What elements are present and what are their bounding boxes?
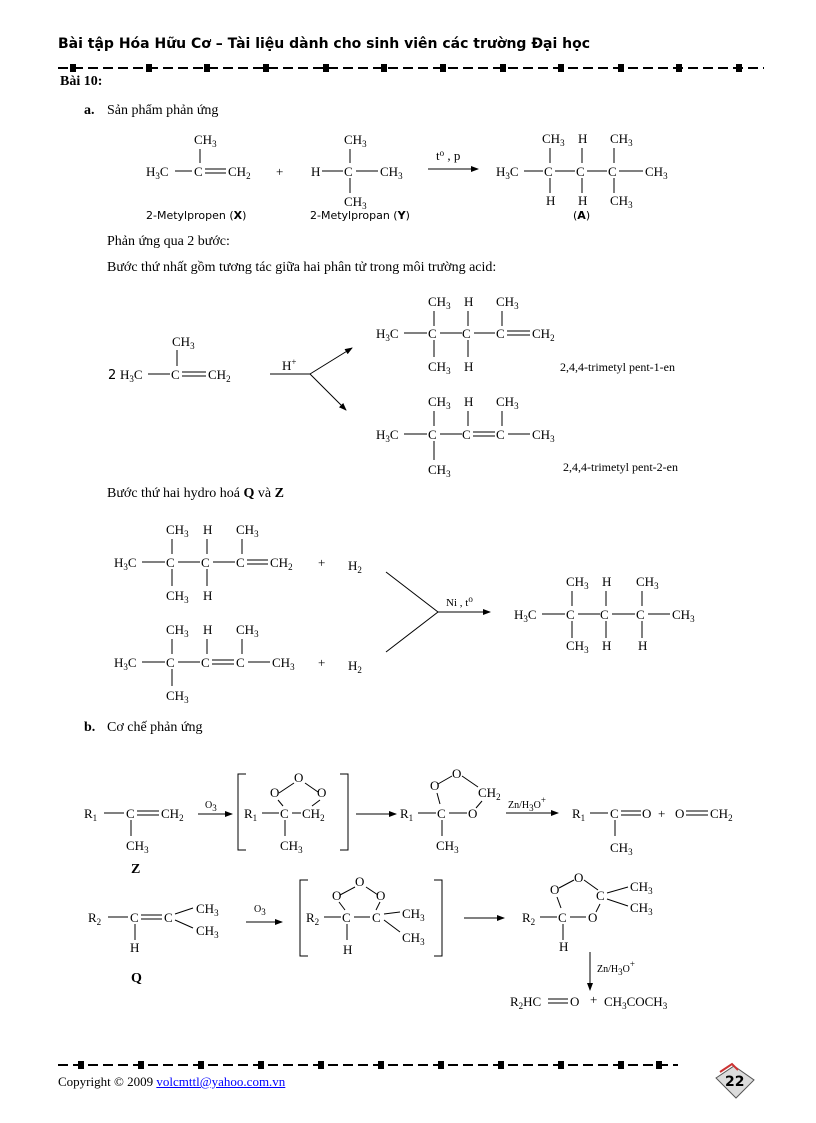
svg-text:CH3: $CH_3$ [402, 906, 425, 923]
svg-text:CH3: $CH_3$ [610, 193, 633, 210]
svg-text:CH3: $CH_3$ [402, 930, 425, 947]
svg-text:+: + [658, 806, 666, 821]
svg-text:H3C: $H_3C$ [376, 427, 399, 444]
svg-text:CH2: $CH_2$ [710, 806, 733, 823]
structure-2-metylpropen-x [146, 132, 283, 181]
part-a-marker: a. [84, 103, 95, 118]
svg-text:C: C [201, 555, 210, 570]
svg-text:H: H [559, 939, 569, 954]
svg-text:O: O [675, 806, 685, 821]
svg-text:H: H [464, 359, 474, 374]
svg-text:O: O [317, 785, 327, 800]
svg-text:CH3: $CH_3$ [428, 359, 451, 376]
structure-2-metylpropan-y [311, 132, 403, 211]
line-step2: Bước thứ hai hydro hoá Q và Z [107, 486, 284, 501]
svg-text:CH3: $CH_3$ [272, 655, 295, 672]
svg-text:R2HC: $R_2HC$ [510, 994, 542, 1011]
part-b-marker: b. [84, 720, 96, 735]
svg-text:O: O [588, 910, 598, 925]
svg-text:C: C [342, 910, 351, 925]
svg-text:H: H [546, 193, 556, 208]
svg-text:H: H [203, 588, 213, 603]
part-b-heading: Cơ chế phản ứng [107, 720, 203, 735]
svg-text:CH3: $CH_3$ [496, 294, 519, 311]
svg-text:O: O [574, 870, 584, 885]
structure-q-hydrogenation [114, 622, 362, 705]
svg-text:CH3: $CH_3$ [166, 688, 189, 705]
svg-text:H3C: $H_3C$ [376, 326, 399, 343]
svg-text:CH3: $CH_3$ [566, 574, 589, 591]
svg-text:C: C [596, 888, 605, 903]
svg-text:H3C: $H_3C$ [496, 164, 519, 181]
svg-text:CH2: $CH_2$ [270, 555, 293, 572]
svg-text:C: C [130, 910, 139, 925]
svg-text:CH3: $CH_3$ [344, 194, 367, 211]
svg-text:H3C: $H_3C$ [114, 655, 137, 672]
svg-text:C: C [428, 427, 437, 442]
svg-text:CH2: $CH_2$ [161, 806, 184, 823]
svg-text:CH2: $CH_2$ [208, 367, 231, 384]
svg-text:C: C [576, 164, 585, 179]
svg-text:O: O [642, 806, 652, 821]
structure-product2 [376, 394, 555, 479]
svg-text:R2: $R_2$ [522, 910, 536, 927]
svg-text:H: H [464, 294, 474, 309]
svg-text:O: O [550, 882, 560, 897]
svg-text:H: H [602, 638, 612, 653]
line-step1: Bước thứ nhất gồm tương tác giữa hai phân tử trong môi trường acid: [107, 260, 497, 275]
svg-text:C: C [462, 326, 471, 341]
svg-text:H: H [578, 131, 588, 146]
svg-text:+: + [318, 655, 326, 670]
structure-ozonide-z [400, 766, 501, 855]
svg-text:CH3: $CH_3$ [610, 840, 633, 857]
page-number-badge [712, 1062, 756, 1102]
svg-text:H: H [578, 193, 588, 208]
svg-text:C: C [236, 555, 245, 570]
label-x: 2-Metylpropen (X) [146, 209, 247, 222]
svg-text:C: C [126, 806, 135, 821]
svg-text:Ni , to: Ni , $t^o$ [446, 594, 473, 609]
svg-text:CH3: $CH_3$ [428, 394, 451, 411]
structure-product1 [376, 294, 555, 376]
svg-text:C: C [280, 806, 289, 821]
svg-text:C: C [372, 910, 381, 925]
svg-text:H: H [203, 622, 213, 637]
svg-text:CH3: $CH_3$ [380, 164, 403, 181]
svg-text:C: C [164, 910, 173, 925]
footer-email-link[interactable]: volcmttl@yahoo.com.vn [156, 1074, 286, 1089]
svg-text:O: O [270, 785, 280, 800]
svg-text:C: C [236, 655, 245, 670]
svg-text:CH2: $CH_2$ [302, 806, 325, 823]
svg-text:C: C [544, 164, 553, 179]
svg-text:C: C [608, 164, 617, 179]
svg-text:CH3: $CH_3$ [496, 394, 519, 411]
footer-copyright: Copyright © 2009 volcmttl@yahoo.com.vn [58, 1074, 286, 1089]
svg-text:CH3: $CH_3$ [532, 427, 555, 444]
svg-text:C: C [166, 555, 175, 570]
svg-text:H3C: $H_3C$ [146, 164, 169, 181]
svg-text:C: C [636, 607, 645, 622]
line-two-steps: Phản ứng qua 2 bước: [107, 234, 230, 249]
svg-text:CH3: $CH_3$ [566, 638, 589, 655]
svg-text:R2: $R_2$ [306, 910, 320, 927]
svg-text:R1: $R_1$ [244, 806, 258, 823]
svg-text:R2: $R_2$ [88, 910, 102, 927]
product2-name: 2,4,4-trimetyl pent-2-en [563, 460, 678, 474]
svg-text:CH3: $CH_3$ [436, 838, 459, 855]
svg-text:O: O [570, 994, 580, 1009]
svg-text:O: O [430, 778, 440, 793]
structure-q-ozonolysis [88, 901, 219, 955]
structure-molozonide-z [244, 770, 326, 855]
svg-text:CH3: $CH_3$ [344, 132, 367, 149]
structure-z-hydrogenation [114, 522, 362, 605]
svg-text:H2: $H_2$ [348, 658, 362, 675]
svg-text:O: O [355, 874, 365, 889]
svg-text:CH3: $CH_3$ [672, 607, 695, 624]
svg-text:R1: $R_1$ [84, 806, 98, 823]
svg-text:CH3: $CH_3$ [196, 923, 219, 940]
exercise-title: Bài 10: [60, 74, 103, 89]
svg-text:CH3: $CH_3$ [166, 522, 189, 539]
svg-text:H: H [203, 522, 213, 537]
svg-text:C: C [558, 910, 567, 925]
page-header-title: Bài tập Hóa Hữu Cơ – Tài liệu dành cho sinh viên các trường Đại học [58, 36, 591, 52]
svg-text:C: C [566, 607, 575, 622]
svg-text:Zn/H3O+: Zn/H3O+ [508, 795, 546, 813]
svg-text:C: C [344, 164, 353, 179]
svg-text:CH3: $CH_3$ [166, 622, 189, 639]
svg-text:H3C: $H_3C$ [114, 555, 137, 572]
svg-text:CH3: $CH_3$ [610, 131, 633, 148]
label-q: Q [131, 971, 142, 986]
structure-ozonide-q [522, 870, 653, 954]
svg-text:CH3: $CH_3$ [636, 574, 659, 591]
svg-text:CH3: $CH_3$ [126, 838, 149, 855]
svg-text:C: C [166, 655, 175, 670]
svg-text:H: H [343, 942, 353, 957]
svg-text:CH3: $CH_3$ [196, 901, 219, 918]
svg-text:+: + [276, 164, 284, 179]
svg-text:CH3COCH3: $CH_3COCH_3$ [604, 994, 668, 1011]
svg-text:H+: H+ [282, 357, 297, 373]
svg-text:C: C [600, 607, 609, 622]
product1-name: 2,4,4-trimetyl pent-1-en [560, 360, 675, 374]
svg-text:C: C [496, 427, 505, 442]
svg-text:C: C [462, 427, 471, 442]
svg-text:CH3: $CH_3$ [166, 588, 189, 605]
svg-text:CH2: $CH_2$ [532, 326, 555, 343]
svg-text:CH3: $CH_3$ [172, 334, 195, 351]
label-a: (A) [573, 209, 591, 222]
svg-text:H: H [602, 574, 612, 589]
footer-divider [58, 1064, 678, 1066]
svg-text:CH3: $CH_3$ [280, 838, 303, 855]
svg-text:H: H [130, 940, 140, 955]
svg-text:C: C [437, 806, 446, 821]
svg-text:C: C [201, 655, 210, 670]
svg-text:CH3: $CH_3$ [630, 879, 653, 896]
svg-text:H3C: $H_3C$ [120, 367, 143, 384]
svg-text:C: C [194, 164, 203, 179]
svg-text:R1: $R_1$ [400, 806, 414, 823]
svg-text:O3: O3 [254, 904, 266, 917]
structure-z-ozonolysis [84, 806, 184, 855]
structure-molozonide-q [306, 874, 425, 957]
structure-z-products [572, 806, 733, 857]
page-number: 22 [725, 1074, 745, 1090]
svg-text:CH3: $CH_3$ [236, 622, 259, 639]
structure-2-isobutene [108, 334, 231, 384]
svg-text:R1: $R_1$ [572, 806, 586, 823]
svg-text:+: + [318, 555, 326, 570]
svg-text:O: O [376, 888, 386, 903]
svg-text:to , p: $t^o$ , p [436, 148, 461, 163]
svg-text:CH3: $CH_3$ [645, 164, 668, 181]
svg-text:H: H [638, 638, 648, 653]
svg-text:CH3: $CH_3$ [236, 522, 259, 539]
svg-text:O: O [294, 770, 304, 785]
svg-text:Zn/H3O+: Zn/H3O+ [597, 959, 635, 977]
svg-text:O: O [452, 766, 462, 781]
svg-text:O: O [332, 888, 342, 903]
svg-text:O3: O3 [205, 800, 217, 813]
svg-text:H2: $H_2$ [348, 558, 362, 575]
structure-q-products [510, 992, 668, 1011]
svg-text:CH3: $CH_3$ [194, 132, 217, 149]
svg-text:+: + [590, 992, 598, 1007]
svg-text:2: 2 [108, 368, 117, 383]
svg-text:H: H [311, 164, 321, 179]
svg-text:CH3: $CH_3$ [428, 462, 451, 479]
svg-text:H3C: $H_3C$ [514, 607, 537, 624]
structure-hydrogenation-product [514, 574, 695, 655]
svg-text:C: C [610, 806, 619, 821]
svg-text:O: O [468, 806, 478, 821]
svg-text:C: C [428, 326, 437, 341]
svg-text:C: C [496, 326, 505, 341]
svg-text:C: C [171, 367, 180, 382]
svg-text:CH2: $CH_2$ [478, 785, 501, 802]
svg-text:CH2: $CH_2$ [228, 164, 251, 181]
svg-text:H: H [464, 394, 474, 409]
label-y: 2-Metylpropan (Y) [310, 209, 410, 222]
svg-text:CH3: $CH_3$ [630, 900, 653, 917]
label-z: Z [131, 862, 141, 877]
structure-product-a [496, 131, 668, 210]
svg-text:CH3: $CH_3$ [428, 294, 451, 311]
part-a-heading: Sản phẩm phản ứng [107, 103, 219, 118]
svg-text:CH3: $CH_3$ [542, 131, 565, 148]
